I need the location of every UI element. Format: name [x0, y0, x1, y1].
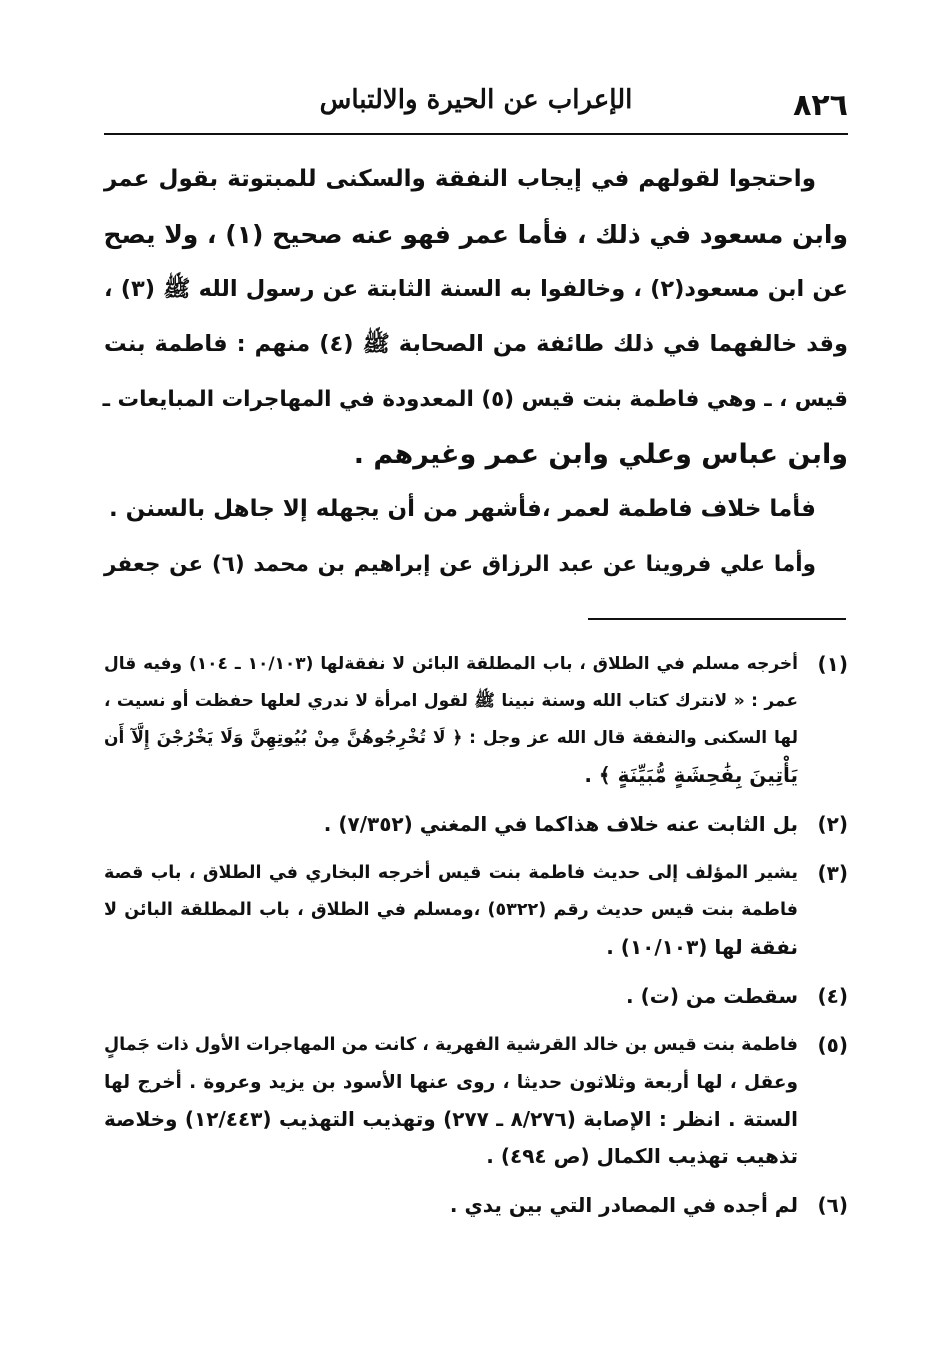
footnote-line: الستة . انظر : الإصابة (٨/٢٧٦ ـ ٢٧٧) وتهذيب التهذيب (١٢/٤٤٣) وخلاصة	[104, 1107, 799, 1131]
footnote-line: تذهيب تهذيب الكمال (ص ٤٩٤) .	[486, 1144, 798, 1168]
footnote-text	[104, 806, 798, 843]
footnote	[104, 1187, 848, 1224]
main-text-line: فأما خلاف فاطمة لعمر ،فأشهر من أن يجهله إلا جاهل بالسنن .	[108, 496, 816, 522]
footnote-rule	[588, 618, 846, 620]
footnote	[104, 1027, 848, 1175]
footnote-line: لم أجده في المصادر التي بين يدي .	[449, 1193, 798, 1217]
footnote-text	[104, 1187, 798, 1224]
main-text-line: عن ابن مسعود(٢) ، وخالفوا به السنة الثابتة عن رسول الله ﷺ (٣) ،	[104, 276, 849, 302]
footnote-text	[104, 1027, 798, 1175]
footnote-text	[104, 978, 798, 1015]
footnote	[104, 806, 848, 843]
main-text-line: واحتجوا لقولهم في إيجاب النفقة والسكنى للمبتوتة بقول عمر	[104, 166, 816, 192]
running-title: الإعراب عن الحيرة والالتباس	[319, 85, 633, 115]
footnote-line: فاطمة بنت قيس بن خالد القرشية الفهرية ، كانت من المهاجرات الأول ذات جَمالٍ	[104, 1035, 798, 1055]
page-number: ٨٢٦	[793, 88, 848, 123]
main-text-line: وابن مسعود في ذلك ، فأما عمر فهو عنه صحيح (١) ، ولا يصح	[103, 220, 848, 249]
main-text-line: وابن عباس وعلي وابن عمر وغيرهم .	[353, 439, 848, 470]
footnote-line: نفقة لها (١٠/١٠٣) .	[606, 935, 798, 959]
footnote-line: لها السكنى والنفقة قال الله عز وجل : ﴿ لَا تُخْرِجُوهُنَّ مِنْ بُيُوتِهِنَّ وَلَا يَخْرُجْنَ إِلَّآ أَن	[104, 728, 798, 748]
footnote-line: سقطت من (ت) .	[626, 984, 798, 1008]
footnotes	[104, 646, 848, 1236]
footnote-number: (٦)	[817, 1193, 848, 1217]
footnote-number: (٣)	[817, 861, 848, 885]
footnote-line: بل الثابت عنه خلاف هذاكما في المغني (٧/٣٥٢) .	[323, 812, 798, 836]
footnote-text	[104, 646, 798, 794]
footnote-line: يَأْتِينَ بِفَٰحِشَةٍ مُّبَيِّنَةٍ ﴾ .	[584, 763, 798, 787]
footnote	[104, 855, 848, 966]
main-text-line: قيس ، ـ وهي فاطمة بنت قيس (٥) المعدودة في المهاجرات المبايعات ـ	[102, 387, 848, 412]
page-header	[104, 72, 848, 132]
footnote	[104, 978, 848, 1015]
footnote-number: (٥)	[817, 1033, 848, 1057]
header-rule	[104, 133, 848, 135]
footnote-line: يشير المؤلف إلى حديث فاطمة بنت قيس أخرجه البخاري في الطلاق ، باب قصة	[104, 863, 798, 883]
footnote-text	[104, 855, 798, 966]
main-text	[104, 152, 848, 592]
main-text-line: وقد خالفهما في ذلك طائفة من الصحابة ﷺ (٤) منهم : فاطمة بنت	[104, 331, 848, 357]
footnote-line: وعقل ، لها أربعة وثلاثون حديثا ، روى عنها الأسود بن يزيد وعروة . أخرج لها	[104, 1072, 798, 1093]
main-text-line: وأما علي فروينا عن عبد الرزاق عن إبراهيم بن محمد (٦) عن جعفر	[104, 552, 817, 577]
footnote	[104, 646, 848, 794]
footnote-line: فاطمة بنت قيس حديث رقم (٥٣٢٢) ،ومسلم في الطلاق ، باب المطلقة البائن لا	[104, 900, 798, 920]
footnote-line: أخرجه مسلم في الطلاق ، باب المطلقة البائن لا نفقةلها (١٠/١٠٣ ـ ١٠٤) وفيه قال	[104, 654, 798, 674]
footnote-number: (٤)	[817, 984, 848, 1008]
footnote-line: عمر : « لانترك كتاب الله وسنة نبينا ﷺ لقول امرأة لا ندري لعلها حفظت أو نسيت ،	[104, 691, 798, 711]
footnote-number: (١)	[817, 652, 848, 676]
footnote-number: (٢)	[817, 812, 848, 836]
